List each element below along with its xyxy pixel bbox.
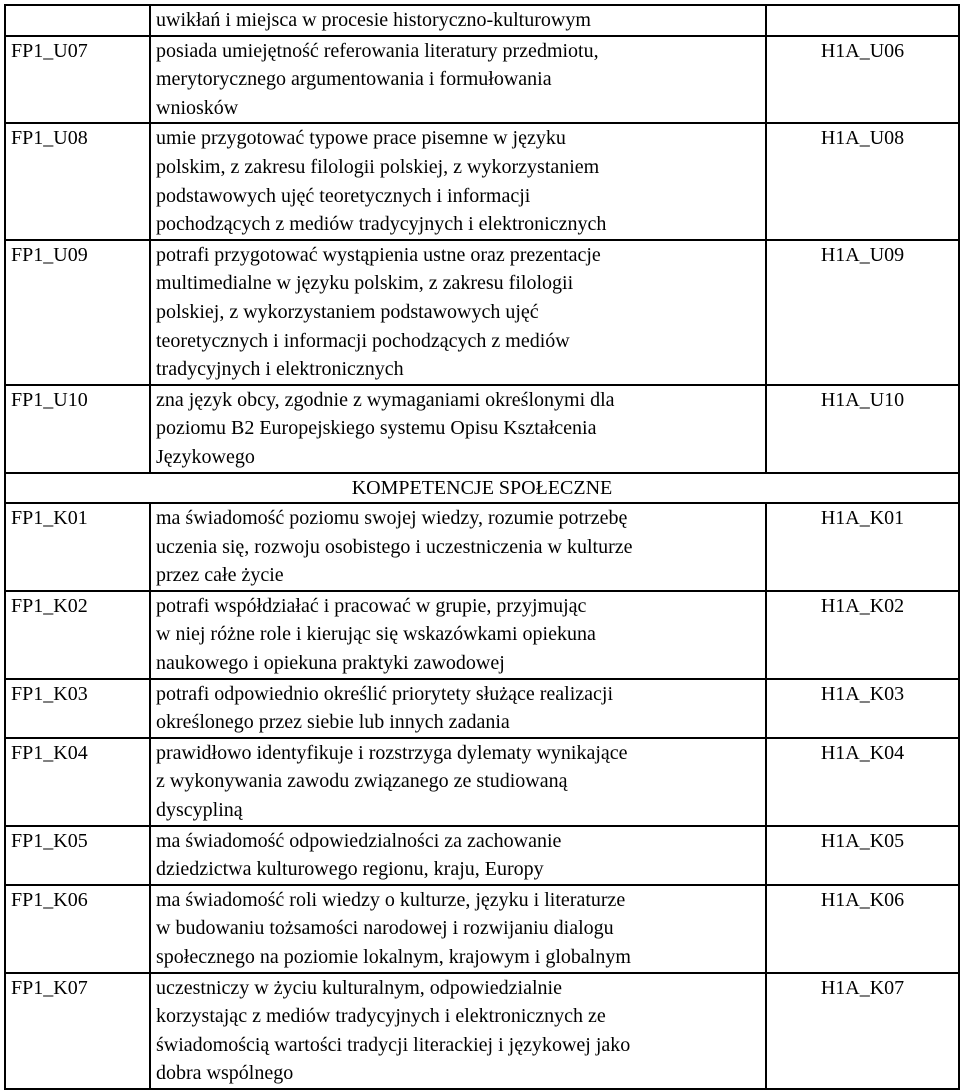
description-line: przez całe życie bbox=[156, 564, 284, 587]
reference-code: H1A_U06 bbox=[766, 36, 959, 124]
outcome-description bbox=[150, 973, 766, 1089]
description-line: z wykonywania zawodu związanego ze studiowaną bbox=[156, 770, 568, 793]
reference-code: H1A_K03 bbox=[766, 679, 959, 738]
description-line: polskim, z zakresu filologii polskiej, z wykorzystaniem bbox=[156, 155, 600, 178]
description-line: podstawowych ujęć teoretycznych i informacji bbox=[156, 184, 531, 207]
table-row bbox=[5, 123, 959, 239]
description-line: umie przygotować typowe prace pisemne w języku bbox=[156, 127, 566, 150]
description-line: Językowego bbox=[156, 445, 255, 468]
reference-code: H1A_K05 bbox=[766, 826, 959, 885]
description-line: potrafi przygotować wystąpienia ustne oraz prezentacje bbox=[156, 243, 601, 266]
description-line: wniosków bbox=[156, 96, 239, 119]
description-line: zna język obcy, zgodnie z wymaganiami określonymi dla bbox=[156, 388, 615, 411]
section-header-row bbox=[5, 473, 959, 504]
description-line: merytorycznego argumentowania i formułowania bbox=[156, 68, 552, 91]
reference-code: H1A_U10 bbox=[766, 385, 959, 473]
description-line: ma świadomość odpowiedzialności za zachowanie bbox=[156, 829, 562, 852]
section-title bbox=[5, 473, 959, 504]
table-row bbox=[5, 36, 959, 124]
reference-code: H1A_K07 bbox=[766, 973, 959, 1089]
description-line: uwikłań i miejsca w procesie historyczno-kulturowym bbox=[156, 9, 591, 31]
reference-code: H1A_U08 bbox=[766, 123, 959, 239]
description-line: teoretycznych i informacji pochodzących z mediów bbox=[156, 329, 570, 352]
reference-code: H1A_K06 bbox=[766, 885, 959, 973]
reference-code: H1A_K01 bbox=[766, 503, 959, 591]
outcome-description bbox=[150, 5, 766, 36]
outcome-code: FP1_K04 bbox=[5, 738, 150, 826]
outcome-description bbox=[150, 885, 766, 973]
outcome-code: FP1_U10 bbox=[5, 385, 150, 473]
description-line: potrafi odpowiednio określić priorytety służące realizacji bbox=[156, 682, 614, 705]
description-line: uczenia się, rozwoju osobistego i uczestniczenia w kulturze bbox=[156, 535, 633, 558]
outcome-description bbox=[150, 240, 766, 385]
outcome-code: FP1_U08 bbox=[5, 123, 150, 239]
description-line: ma świadomość roli wiedzy o kulturze, języku i literaturze bbox=[156, 888, 626, 911]
outcome-description bbox=[150, 503, 766, 591]
table-row bbox=[5, 240, 959, 385]
outcome-description bbox=[150, 123, 766, 239]
description-line: w budowaniu tożsamości narodowej i rozwijaniu dialogu bbox=[156, 917, 614, 940]
section-title-text: KOMPETENCJE SPOŁECZNE bbox=[351, 476, 613, 499]
description-line: korzystając z mediów tradycyjnych i elektronicznych ze bbox=[156, 1005, 606, 1028]
description-line: dyscypliną bbox=[156, 799, 243, 822]
outcome-code: FP1_K03 bbox=[5, 679, 150, 738]
description-line: tradycyjnych i elektronicznych bbox=[156, 358, 404, 381]
table-row bbox=[5, 973, 959, 1089]
reference-code bbox=[766, 5, 959, 36]
reference-code: H1A_K02 bbox=[766, 591, 959, 679]
description-line: polskiej, z wykorzystaniem podstawowych ujęć bbox=[156, 300, 539, 323]
description-line: dziedzictwa kulturowego regionu, kraju, Europy bbox=[156, 858, 544, 881]
description-line: określonego przez siebie lub innych zadania bbox=[156, 711, 510, 734]
learning-outcomes-table bbox=[4, 4, 960, 1090]
outcome-code: FP1_U09 bbox=[5, 240, 150, 385]
description-line: dobra wspólnego bbox=[156, 1062, 294, 1085]
description-line: pochodzących z mediów tradycyjnych i elektronicznych bbox=[156, 213, 607, 236]
description-line: świadomością wartości tradycji literackiej i językowej jako bbox=[156, 1033, 631, 1056]
description-line: uczestniczy w życiu kulturalnym, odpowiedzialnie bbox=[156, 976, 562, 999]
outcome-code bbox=[5, 5, 150, 36]
table-row bbox=[5, 826, 959, 885]
outcome-code: FP1_K06 bbox=[5, 885, 150, 973]
description-line: ma świadomość poziomu swojej wiedzy, rozumie potrzebę bbox=[156, 507, 628, 530]
table-row bbox=[5, 591, 959, 679]
outcome-description bbox=[150, 591, 766, 679]
outcome-description bbox=[150, 679, 766, 738]
outcome-code: FP1_U07 bbox=[5, 36, 150, 124]
outcome-description bbox=[150, 385, 766, 473]
description-line: prawidłowo identyfikuje i rozstrzyga dylematy wynikające bbox=[156, 741, 628, 764]
outcome-description bbox=[150, 738, 766, 826]
outcome-code: FP1_K07 bbox=[5, 973, 150, 1089]
description-line: naukowego i opiekuna praktyki zawodowej bbox=[156, 652, 505, 675]
reference-code: H1A_U09 bbox=[766, 240, 959, 385]
table-body bbox=[5, 5, 959, 1089]
description-line: społecznego na poziomie lokalnym, krajowym i globalnym bbox=[156, 946, 631, 968]
description-line: potrafi współdziałać i pracować w grupie, przyjmując bbox=[156, 594, 587, 617]
table-row bbox=[5, 679, 959, 738]
description-line: multimedialne w języku polskim, z zakresu filologii bbox=[156, 272, 574, 295]
outcome-description bbox=[150, 36, 766, 124]
description-line: w niej różne role i kierując się wskazówkami opiekuna bbox=[156, 623, 596, 646]
table-row bbox=[5, 738, 959, 826]
table-row bbox=[5, 385, 959, 473]
reference-code: H1A_K04 bbox=[766, 738, 959, 826]
description-line: poziomu B2 Europejskiego systemu Opisu Kształcenia bbox=[156, 417, 597, 440]
outcome-code: FP1_K01 bbox=[5, 503, 150, 591]
outcome-code: FP1_K02 bbox=[5, 591, 150, 679]
table-row bbox=[5, 503, 959, 591]
table-row bbox=[5, 5, 959, 36]
description-line: posiada umiejętność referowania literatury przedmiotu, bbox=[156, 39, 599, 62]
outcome-description bbox=[150, 826, 766, 885]
table-row bbox=[5, 885, 959, 973]
outcome-code: FP1_K05 bbox=[5, 826, 150, 885]
